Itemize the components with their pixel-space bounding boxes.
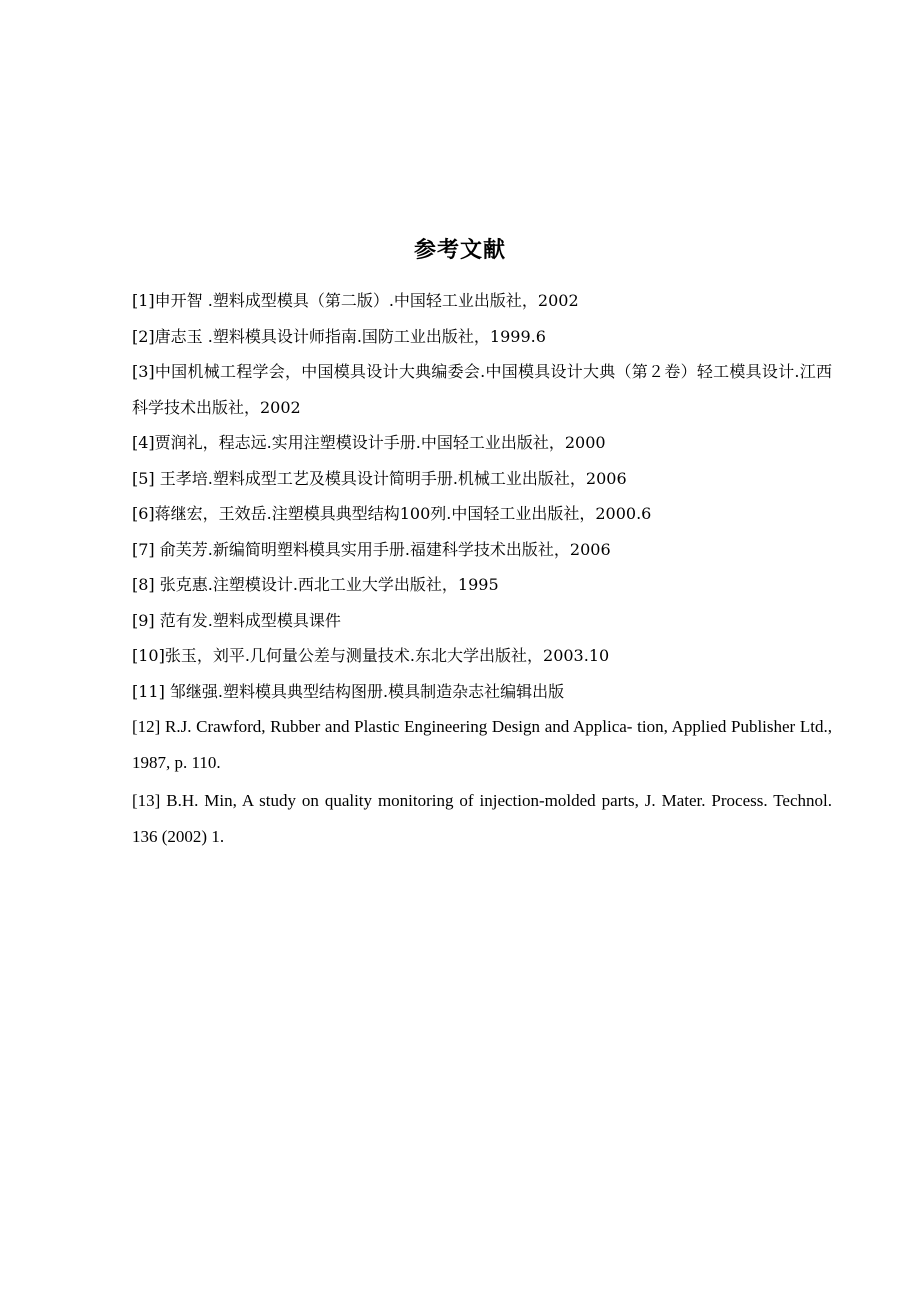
reference-item: [4]贾润礼，程志远.实用注塑模设计手册.中国轻工业出版社，2000 [132, 433, 606, 452]
reference-item: [7] 俞芙芳.新编简明塑料模具实用手册.福建科学技术出版社，2006 [132, 539, 611, 559]
reference-item: [3]中国机械工程学会，中国模具设计大典编委会.中国模具设计大典（第２卷）轻工模具设计.江西科学技术出版社，2002 [132, 362, 832, 417]
reference-item: [2]唐志玉 .塑料模具设计师指南.国防工业出版社，1999.6 [132, 326, 546, 346]
reference-item: [12] R.J. Crawford, Rubber and Plastic Engineering Design and Applica- tion, Applied Publisher Ltd., 1987, p. 110. [132, 717, 832, 772]
reference-list [132, 283, 832, 855]
reference-item: [8] 张克惠.注塑模设计.西北工业大学出版社，1995 [132, 575, 499, 594]
reference-item: [10]张玉，刘平.几何量公差与测量技术.东北大学出版社，2003.10 [132, 646, 610, 665]
reference-item: [13] B.H. Min, A study on quality monitoring of injection-molded parts, J. Mater. Process. Technol. 136 (2002) 1. [132, 791, 832, 846]
reference-item: [5] 王孝培.塑料成型工艺及模具设计简明手册.机械工业出版社，2006 [132, 468, 627, 488]
reference-item: [6]蒋继宏，王效岳.注塑模具典型结构100列.中国轻工业出版社，2000.6 [132, 504, 652, 523]
page-title: 参考文献 [413, 238, 506, 263]
reference-item: [11] 邹继强.塑料模具典型结构图册.模具制造杂志社编辑出版 [132, 681, 565, 701]
reference-item: [9] 范有发.塑料成型模具课件 [132, 610, 341, 630]
reference-item: [1]申开智 .塑料成型模具（第二版）.中国轻工业出版社，2002 [132, 291, 579, 310]
